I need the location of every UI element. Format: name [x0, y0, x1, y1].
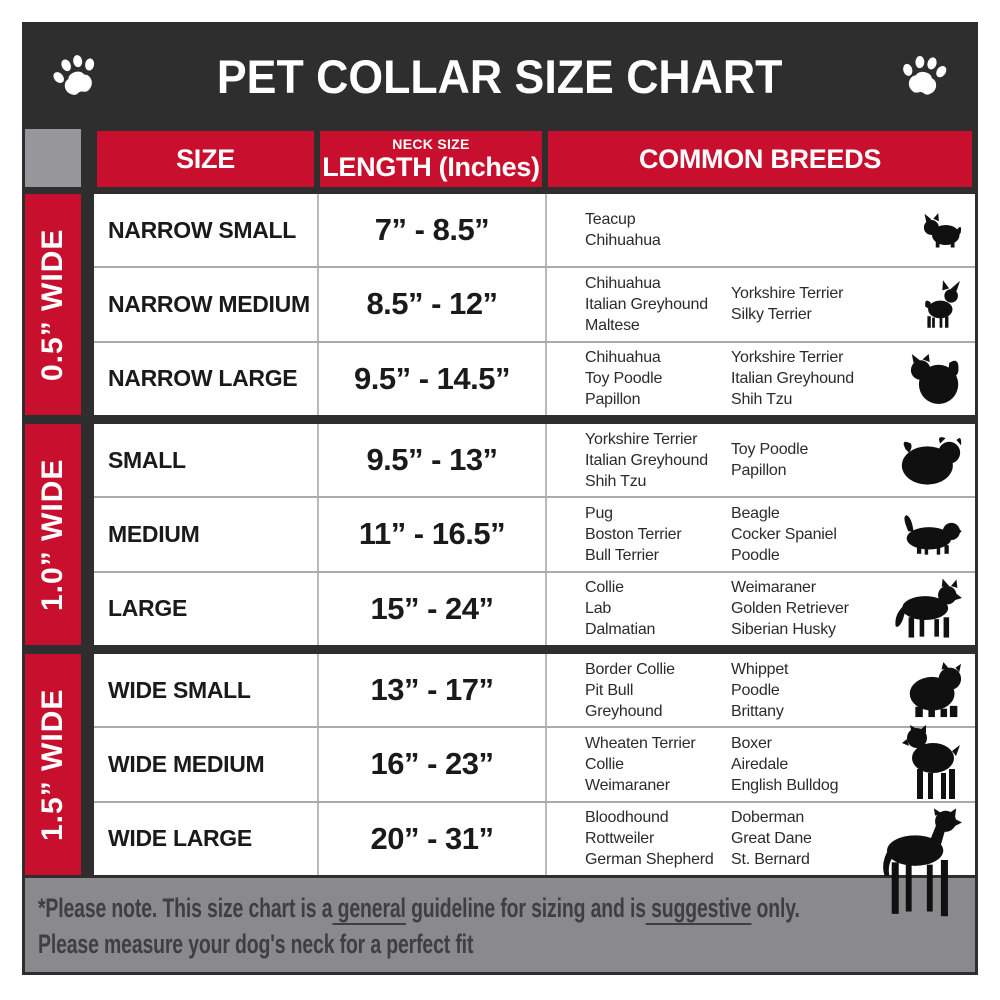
- breeds-column-2: [731, 577, 849, 640]
- breeds-column-2: [731, 283, 843, 325]
- breed-name: Italian Greyhound: [585, 295, 708, 313]
- note-line-2: Please measure your dog's neck for a perfect fit: [38, 929, 474, 959]
- shepherd-silhouette-icon: [892, 578, 962, 639]
- breeds-cell: [545, 498, 975, 570]
- group-rows: [94, 194, 975, 415]
- neck-range-cell: 9.5” - 13”: [317, 424, 545, 496]
- note-text: *Please note. This size chart is a: [38, 893, 333, 923]
- breeds-column-2: [731, 807, 812, 870]
- neck-range-cell: 11” - 16.5”: [317, 498, 545, 570]
- size-group: [25, 654, 975, 875]
- breeds-cell: [545, 573, 975, 645]
- breeds-column-2: [731, 659, 788, 722]
- breed-name: Boston Terrier: [585, 525, 682, 543]
- table-header-row: [25, 128, 975, 194]
- size-cell: WIDE LARGE: [108, 825, 252, 852]
- pekingese-silhouette-icon: [900, 435, 962, 486]
- table-row: [94, 341, 975, 415]
- breed-name: Brittany: [731, 702, 784, 720]
- breed-name: Airedale: [731, 755, 789, 773]
- breed-name: Papillon: [731, 462, 787, 480]
- table-row: [94, 496, 975, 570]
- breed-name: Golden Retriever: [731, 600, 849, 618]
- breed-name: Pug: [585, 504, 613, 522]
- breed-name: Chihuahua: [585, 274, 661, 292]
- breed-name: Dalmatian: [585, 621, 656, 639]
- size-cell: SMALL: [108, 446, 186, 473]
- neck-range-cell: 20” - 31”: [317, 803, 545, 875]
- size-cell: LARGE: [108, 595, 188, 622]
- breed-name: Toy Poodle: [585, 370, 663, 388]
- breed-name: Poodle: [731, 546, 780, 564]
- neck-range-cell: 9.5” - 14.5”: [317, 343, 545, 415]
- group-rows: [94, 424, 975, 645]
- neck-range-cell: 7” - 8.5”: [317, 194, 545, 266]
- group-width-label: 1.5” WIDE: [25, 654, 81, 875]
- breeds-cell: [545, 728, 975, 800]
- title-bar: [25, 25, 975, 128]
- pomeranian-silhouette-icon: [908, 354, 962, 404]
- breeds-column-1: [585, 503, 731, 566]
- breed-name: Boxer: [731, 734, 772, 752]
- breed-name: Lab: [585, 600, 612, 618]
- table-row: [94, 266, 975, 340]
- breed-name: Yorkshire Terrier: [585, 430, 698, 448]
- corner-spacer: [25, 129, 81, 187]
- breed-name: English Bulldog: [731, 776, 839, 794]
- breed-name: Shih Tzu: [585, 472, 647, 490]
- note-line-1: [38, 890, 800, 926]
- size-cell: NARROW LARGE: [108, 365, 298, 392]
- breed-name: Silky Terrier: [731, 306, 812, 324]
- breed-name: Great Dane: [731, 830, 812, 848]
- neck-range-cell: 13” - 17”: [317, 654, 545, 726]
- note-text: guideline for sizing and is: [405, 893, 646, 923]
- breed-name: Chihuahua: [585, 349, 661, 367]
- breed-name: Weimaraner: [585, 776, 670, 794]
- group-rows: [94, 654, 975, 875]
- header-common-breeds: COMMON BREEDS: [548, 131, 972, 187]
- paw-icon: [894, 46, 954, 106]
- breed-name: Chihuahua: [585, 232, 661, 250]
- size-cell: NARROW MEDIUM: [108, 290, 310, 317]
- breeds-column-2: [731, 347, 854, 410]
- breed-name: Weimaraner: [731, 579, 816, 597]
- bulldog-silhouette-icon: [906, 662, 962, 718]
- breed-name: Italian Greyhound: [585, 451, 708, 469]
- breeds-column-1: [585, 347, 731, 410]
- breed-name: Teacup: [585, 211, 636, 229]
- breed-name: St. Bernard: [731, 851, 810, 869]
- breed-name: Yorkshire Terrier: [731, 349, 844, 367]
- yorkie-silhouette-icon: [922, 213, 962, 248]
- breed-name: Greyhound: [585, 702, 663, 720]
- paw-icon: [44, 44, 108, 108]
- breeds-cell: [545, 803, 975, 875]
- breeds-column-1: [585, 659, 731, 722]
- breed-name: Poodle: [731, 681, 780, 699]
- breed-name: Collie: [585, 579, 624, 597]
- breeds-cell: [545, 268, 975, 340]
- breeds-column-2: [731, 439, 808, 481]
- breed-name: Papillon: [585, 391, 641, 409]
- underlined-word: suggestive: [645, 893, 752, 923]
- table-row: [94, 654, 975, 726]
- breed-name: Shih Tzu: [731, 391, 793, 409]
- neck-range-cell: 15” - 24”: [317, 573, 545, 645]
- breed-name: Bull Terrier: [585, 546, 659, 564]
- breed-name: Yorkshire Terrier: [731, 285, 844, 303]
- size-cell: WIDE SMALL: [108, 676, 251, 703]
- size-cell: NARROW SMALL: [108, 216, 297, 243]
- breeds-column-1: [585, 807, 731, 870]
- table-row: [94, 194, 975, 266]
- group-width-label: 0.5” WIDE: [25, 194, 81, 415]
- footer-note: [25, 875, 975, 972]
- breed-name: Siberian Husky: [731, 621, 836, 639]
- table-row: [94, 726, 975, 800]
- breed-name: Cocker Spaniel: [731, 525, 837, 543]
- breeds-cell: [545, 343, 975, 415]
- breed-name: Collie: [585, 755, 624, 773]
- size-group: [25, 424, 975, 645]
- underlined-word: general: [332, 893, 406, 923]
- boxer-silhouette-icon: [902, 725, 962, 803]
- great-dane-silhouette-icon: [880, 803, 962, 931]
- table-row: [94, 424, 975, 496]
- breed-name: Wheaten Terrier: [585, 734, 696, 752]
- size-cell: WIDE MEDIUM: [108, 750, 265, 777]
- breeds-column-1: [585, 733, 731, 796]
- breeds-column-1: [585, 577, 731, 640]
- breed-name: Rottweiler: [585, 830, 655, 848]
- breeds-column-1: [585, 429, 731, 492]
- breeds-column-2: [731, 733, 838, 796]
- note-text: only.: [751, 893, 800, 923]
- breed-name: Italian Greyhound: [731, 370, 854, 388]
- breed-name: German Shepherd: [585, 851, 714, 869]
- breed-name: Pit Bull: [585, 681, 634, 699]
- table-row: [94, 571, 975, 645]
- breed-name: Beagle: [731, 504, 780, 522]
- size-group: [25, 194, 975, 415]
- breeds-column-1: [585, 209, 731, 251]
- breed-name: Border Collie: [585, 660, 675, 678]
- header-size: SIZE: [97, 131, 314, 187]
- breed-name: Doberman: [731, 809, 805, 827]
- breeds-cell: [545, 654, 975, 726]
- breed-name: Bloodhound: [585, 809, 669, 827]
- page-title: PET COLLAR SIZE CHART: [217, 50, 783, 103]
- breeds-column-2: [731, 503, 837, 566]
- beagle-silhouette-icon: [896, 513, 962, 556]
- table-row: [94, 801, 975, 875]
- breed-name: Whippet: [731, 660, 789, 678]
- header-neck-size-length: NECK SIZE LENGTH (Inches): [320, 131, 542, 187]
- breeds-cell: [545, 424, 975, 496]
- size-table-body: [25, 194, 975, 875]
- breeds-cell: [545, 194, 975, 266]
- neck-range-cell: 16” - 23”: [317, 728, 545, 800]
- breed-name: Toy Poodle: [731, 441, 809, 459]
- group-width-label: 1.0” WIDE: [25, 424, 81, 645]
- breed-name: Maltese: [585, 316, 640, 334]
- neck-range-cell: 8.5” - 12”: [317, 268, 545, 340]
- breeds-column-1: [585, 273, 731, 336]
- chihuahua-silhouette-icon: [924, 280, 962, 329]
- size-cell: MEDIUM: [108, 520, 200, 547]
- pet-collar-size-chart: [22, 22, 978, 975]
